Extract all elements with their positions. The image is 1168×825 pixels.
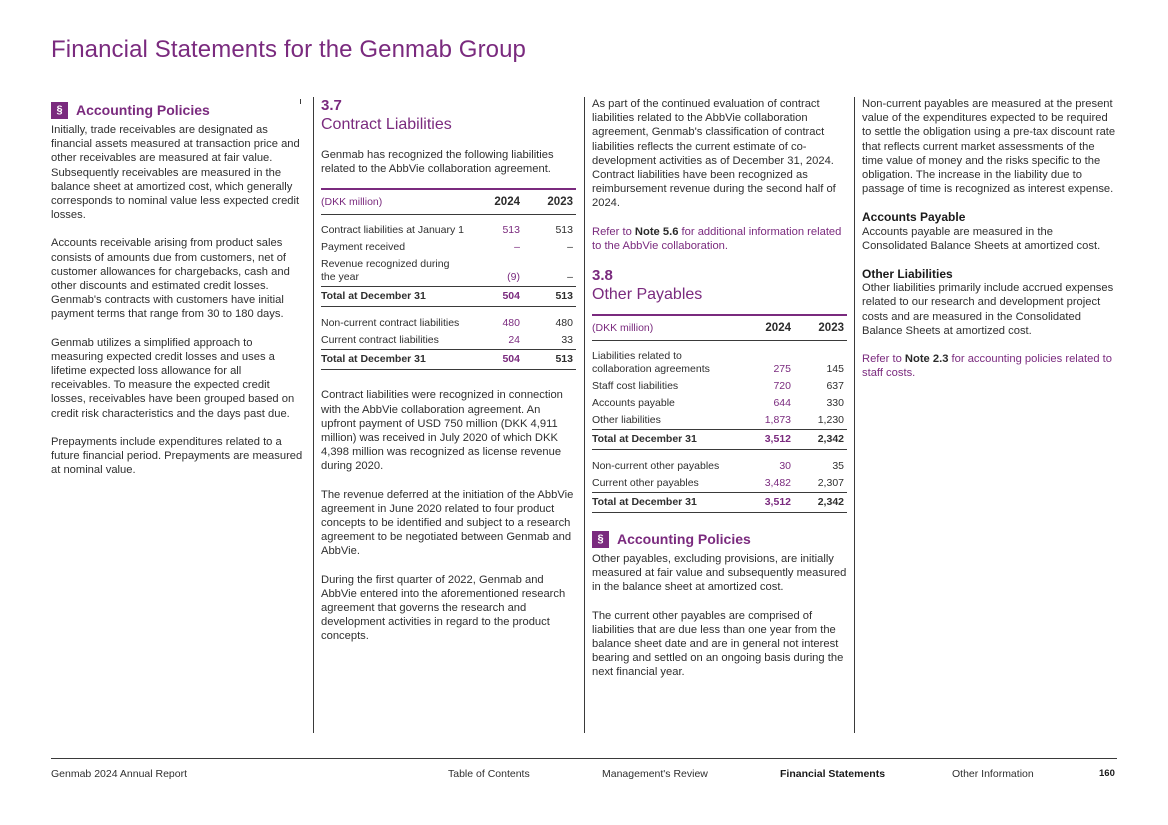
table-row: Current contract liabilities 24 33 [321,334,573,347]
note-number: 3.8 [592,267,613,285]
non-current-payables-paragraph: Non-current payables are measured at the present value of the expenditures expected to be required to settle the obligation using a pre-tax discount rate that reflects current market assessments of the time value of money and the risks specific to the obligation. The increase in the liability due to passage of time is recognized as interest expense. [862,98,1116,196]
footer-divider [51,758,1117,759]
other-liabilities-heading: Other Liabilities [862,267,953,282]
contract-liabilities-paragraph: Contract liabilities were recognized in connection with the AbbVie collaboration agreement. An upfront payment of USD 750 million (DKK 4,911 million) was received in July 2020 of which DKK 4,398 million was recognized as license revenue during 2020. [321,389,563,473]
prepayments-paragraph: Prepayments include expenditures related to a future financial period. Prepayments are measured at nominal value. [51,435,303,477]
column-divider [584,97,585,733]
page-number: 160 [1099,768,1115,779]
paragraph-section-icon: § [592,531,609,548]
table-header-row: (DKK million) 2024 2023 [592,316,847,341]
table-total-row: Total at December 31 3,512 2,342 [592,429,847,450]
current-other-payables-paragraph: The current other payables are comprised of liabilities that are due less than one year from the balance sheet date and are in general not interest bearing and settled on an ongoing basis during the next financial year. [592,609,844,679]
footer-nav-financial-statements[interactable]: Financial Statements [780,768,886,780]
note-3-7-column [321,97,576,658]
footer-report-name: Genmab 2024 Annual Report [51,768,188,780]
table-row: Other liabilities 1,873 1,230 [592,414,844,427]
note-3-8-column [592,97,848,694]
column-divider [313,97,314,733]
table-total-row: Total at December 31 3,512 2,342 [592,492,847,513]
column-divider [854,97,855,733]
table-row: Non-current other payables 30 35 [592,460,844,473]
table-row: Liabilities related to collaboration agreements 275 145 [592,350,844,376]
accounts-payable-paragraph: Accounts payable are measured in the Consolidated Balance Sheets at amortized cost. [862,225,1101,252]
footer-nav-other-information[interactable]: Other Information [952,768,1034,780]
note-number: 3.7 [321,97,342,114]
column-accounting-policies-receivables [51,97,303,491]
column-payables-policies [862,97,1118,394]
accounting-policies-heading: § Accounting Policies [51,102,303,119]
contract-liabilities-table [321,188,576,370]
table-row: Current other payables 3,482 2,307 [592,477,844,490]
contract-evaluation-paragraph: As part of the continued evaluation of contract liabilities related to the AbbVie collaboration agreement, Genmab's classification of contract liabilities reflects the current estimate of co-development activities as of December 31, 2024. Contract liabilities have been recognized as reimbursement revenue during the second half of 2024. [592,98,836,210]
table-row: Staff cost liabilities 720 637 [592,380,844,393]
footer-nav-table-of-contents[interactable]: Table of Contents [448,768,530,780]
note-intro: Genmab has recognized the following liabilities related to the AbbVie collaboration agreement. [321,149,554,176]
expected-credit-loss-paragraph: Genmab utilizes a simplified approach to measuring expected credit losses and uses a lifetime expected loss allowance for all receivables. To measure the expected credit losses, receivables have been grouped based on credit risk characteristics and the days past due. [51,336,295,420]
table-row: Revenue recognized during the year (9) – [321,258,573,284]
note-title: Contract Liabilities [321,116,452,133]
note-2-3-reference[interactable]: Refer to Note 2.3 for accounting policies related to staff costs. [862,353,1112,380]
other-liabilities-paragraph: Other liabilities primarily include accrued expenses related to our research and development project costs and are measured in the Consolidated Balance Sheets at amortized cost. [862,282,1114,337]
other-payables-table [592,314,847,513]
note-5-6-link[interactable]: Note 5.6 [634,225,679,238]
table-total-row: Total at December 31 504 513 [321,349,576,370]
table-row: Accounts payable 644 330 [592,397,844,410]
table-row: Payment received – – [321,241,573,254]
note-2-3-link[interactable]: Note 2.3 [904,353,949,366]
footer-nav-managements-review[interactable]: Management's Review [602,768,708,780]
page-title: Financial Statements for the Genmab Group [51,36,527,63]
paragraph-section-icon: § [51,102,68,119]
research-agreement-paragraph: During the first quarter of 2022, Genmab and AbbVie entered into the aforementioned research agreement that governs the research and development activities in regard to the product concepts. [321,573,566,643]
table-row: Non-current contract liabilities 480 480 [321,317,573,330]
other-payables-policy-paragraph: Other payables, excluding provisions, are initially measured at fair value and subsequently measured in the balance sheet at amortized cost. [592,553,847,594]
table-total-row: Total at December 31 504 513 [321,286,576,307]
receivables-paragraph: Initially, trade receivables are designated as financial assets measured at transaction price and other receivables are measured at fair value. Subsequently receivables are measured in the balance sheet at amortized cost, which generally corresponds to nominal value less expected credit losses. [51,124,300,222]
accounting-policies-heading: § Accounting Policies [592,531,848,548]
note-5-6-reference[interactable]: Refer to Note 5.6 for additional information related to the AbbVie collaboration. [592,225,842,252]
revenue-deferred-paragraph: The revenue deferred at the initiation of the AbbVie agreement in June 2020 related to four product concepts to be identified and subject to a research agreement to be negotiated between Genmab and AbbVie. [321,488,574,558]
note-title: Other Payables [592,286,703,304]
table-row: Contract liabilities at January 1 513 513 [321,224,573,237]
accounts-receivable-paragraph: Accounts receivable arising from product sales consists of amounts due from customers, net of customer allowances for chargebacks, cash and other discounts and estimated credit losses. Genmab's contracts with customers have initial payment terms that range from 30 to 180 days. [51,237,290,321]
accounts-payable-heading: Accounts Payable [862,210,966,225]
table-header-row: (DKK million) 2024 2023 [321,190,576,215]
